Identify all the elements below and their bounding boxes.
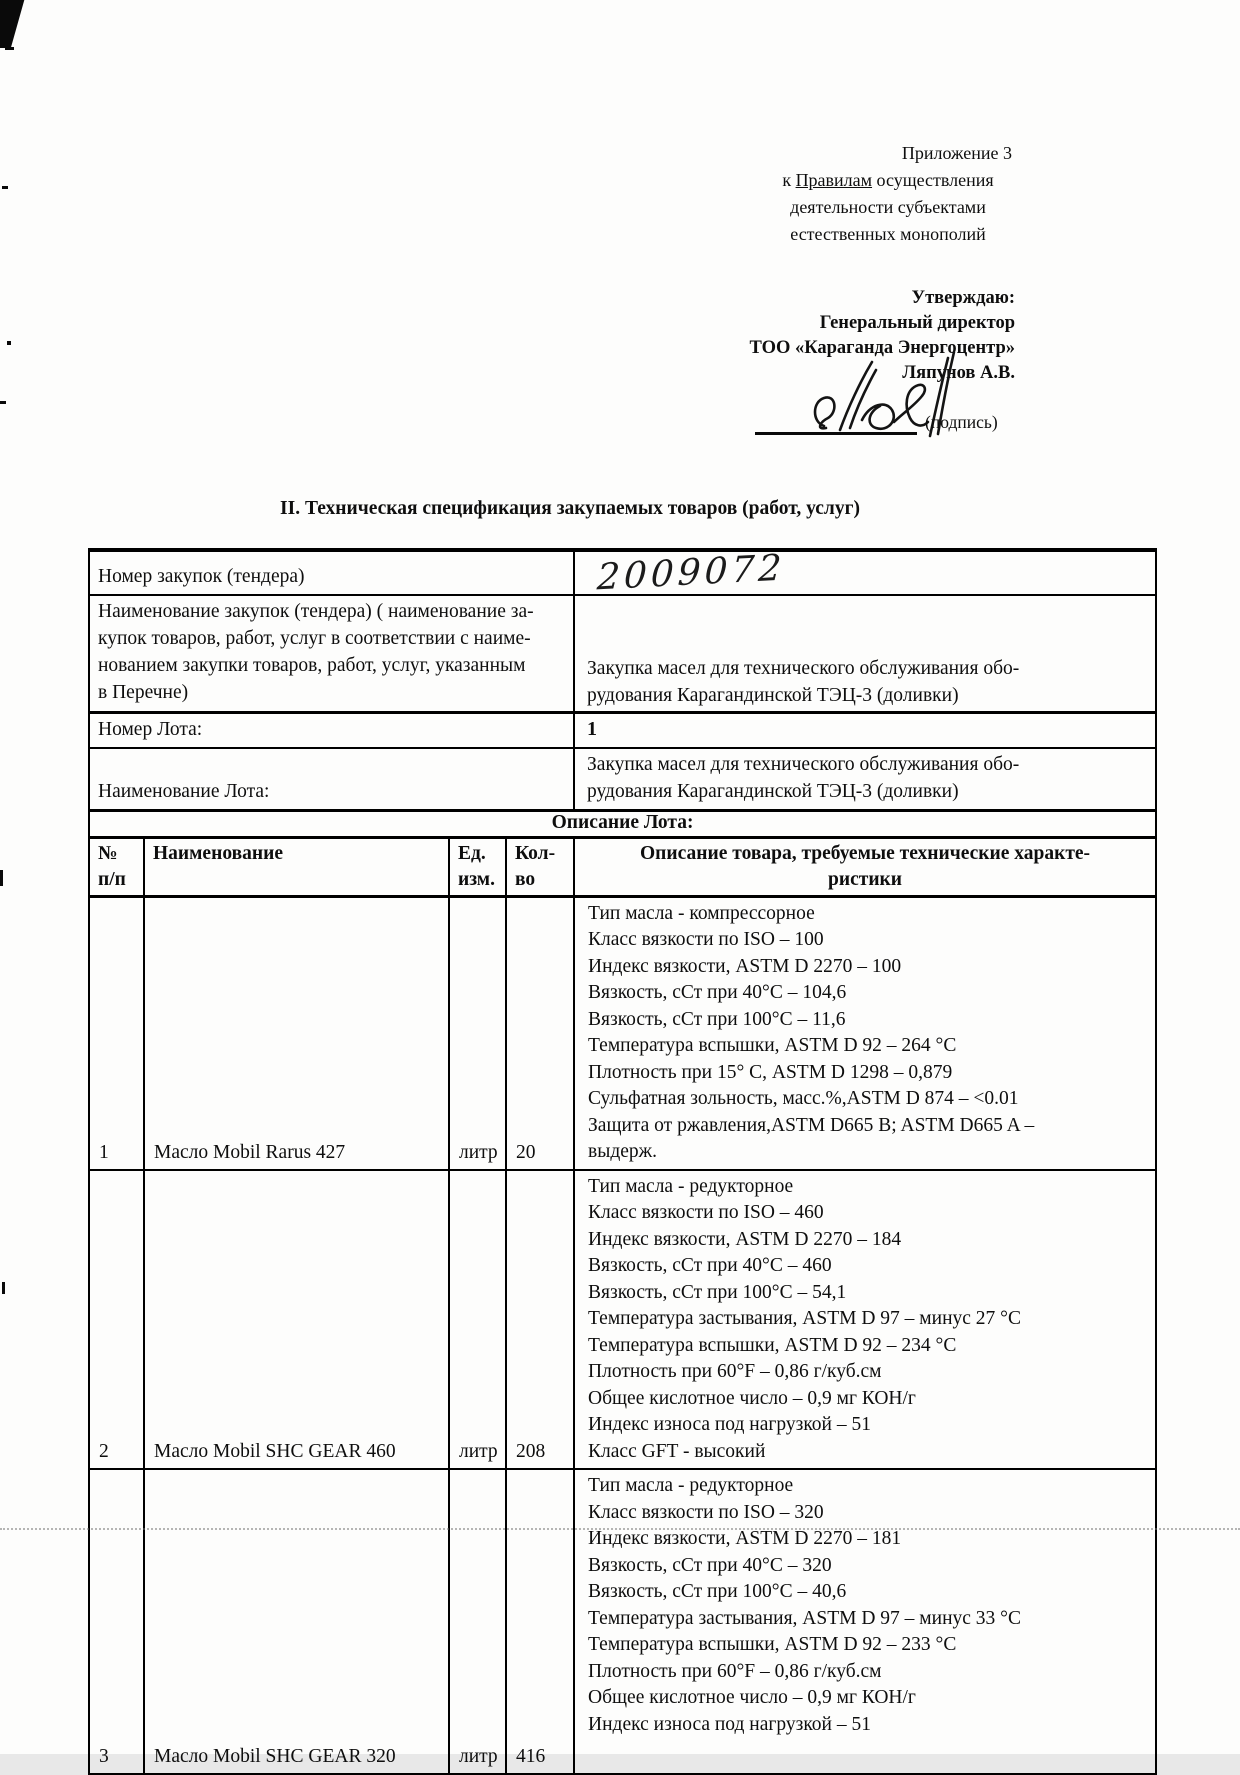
signature-area (750, 350, 1020, 442)
table-row (89, 712, 1156, 748)
item-unit: литр (449, 1469, 506, 1774)
appendix-line: деятельности субъектами (790, 197, 986, 217)
item-qty: 416 (506, 1469, 574, 1774)
item-name: Масло Mobil SHC GEAR 460 (144, 1170, 449, 1470)
appendix-line: естественных монополий (790, 224, 986, 244)
item-qty: 20 (506, 896, 574, 1170)
lot-number-value: 1 (574, 712, 1156, 748)
tender-number-label: Номер закупок (тендера) (89, 550, 574, 595)
scan-artifact (0, 401, 6, 404)
item-name: Масло Mobil SHC GEAR 320 (144, 1469, 449, 1774)
lot-description-header: Описание Лота: (89, 810, 1156, 837)
column-header-row (89, 837, 1156, 896)
signature-caption: (подпись) (925, 412, 998, 432)
appendix-note (760, 140, 1016, 248)
item-row (89, 1170, 1156, 1470)
signature-line (755, 432, 917, 435)
item-unit: литр (449, 1170, 506, 1470)
scan-artifact (0, 870, 3, 886)
item-description: Тип масла - редукторное Класс вязкости по ISO – 460 Индекс вязкости, ASTM D 2270 – 184 Вязкость, сСт при 40°С – 460 Вязкость, сСт при 100°С – 54,1 Температура застывания, ASTM D 97 – минус 27 °С Температура вспышки, ASTM D 92 – 234 °С Плотность при 60°F – 0,86 г/куб.см Общее кислотное число – 0,9 мг КОН/г Индекс износа под нагрузкой – 51 Класс GFT - высокий (574, 1170, 1156, 1470)
column-header-unit: Ед. изм. (449, 837, 506, 896)
item-number: 1 (89, 896, 144, 1170)
item-unit: литр (449, 896, 506, 1170)
item-name: Масло Mobil Rarus 427 (144, 896, 449, 1170)
approver-position: Генеральный директор (819, 313, 1015, 333)
tender-name-value: Закупка масел для технического обслуживания обо- рудования Карагандинской ТЭЦ-3 (доливки) (574, 595, 1156, 712)
lot-name-value: Закупка масел для технического обслуживания обо- рудования Карагандинской ТЭЦ-3 (доливки) (574, 748, 1156, 811)
approver-company: ТОО «Караганда Энергоцентр» (749, 338, 1015, 358)
appendix-line: к Правилам осуществления (782, 170, 994, 190)
column-header-description: Описание товара, требуемые технические характе- ристики (574, 837, 1156, 896)
tender-number-handwritten: 2009072 (596, 546, 787, 598)
item-row (89, 896, 1156, 1170)
table-row (89, 748, 1156, 811)
column-header-qty: Кол- во (506, 837, 574, 896)
appendix-line: Приложение 3 (901, 143, 1012, 163)
column-header-num: № п/п (89, 837, 144, 896)
scan-artifact (7, 341, 11, 345)
scan-artifact (5, 47, 14, 50)
tender-number-cell (574, 546, 1156, 598)
item-description: Тип масла - редукторное Класс вязкости по ISO – 320 Индекс вязкости, ASTM D 2270 – 181 Вязкость, сСт при 40°С – 320 Вязкость, сСт при 100°С – 40,6 Температура застывания, ASTM D 97 – минус 33 °С Температура вспышки, ASTM D 92 – 233 °С Плотность при 60°F – 0,86 г/куб.см Общее кислотное число – 0,9 мг КОН/г Индекс износа под нагрузкой – 51 (574, 1469, 1156, 1774)
specification-table (88, 548, 1157, 1775)
scan-artifact (0, 1528, 1240, 1530)
item-number: 3 (89, 1469, 144, 1774)
table-row (89, 550, 1156, 595)
column-header-name: Наименование (144, 837, 449, 896)
underlined-word: Правилам (795, 170, 873, 190)
page-title: II. Техническая спецификация закупаемых товаров (работ, услуг) (280, 498, 860, 519)
scan-artifact (2, 186, 8, 189)
lot-name-label: Наименование Лота: (89, 748, 574, 811)
approver-name: Ляпунов А.В. (902, 363, 1015, 383)
item-description: Тип масла - компрессорное Класс вязкости по ISO – 100 Индекс вязкости, ASTM D 2270 – 100 Вязкость, сСт при 40°С – 104,6 Вязкость, сСт при 100°С – 11,6 Температура вспышки, ASTM D 92 – 264 °С Плотность при 15° С, ASTM D 1298 – 0,879 Сульфатная зольность, масс.%,ASTM D 874 – <0.01 Защита от ржавления,ASTM D665 B; ASTM D665 A – выдерж. (574, 896, 1156, 1170)
scan-artifact (2, 1282, 5, 1294)
item-number: 2 (89, 1170, 144, 1470)
tender-name-label: Наименование закупок (тендера) ( наименование за- купок товаров, работ, услуг в соответствии с наиме- нованием закупки товаров, работ, услуг, указанным в Перечне) (89, 595, 574, 712)
lot-number-label: Номер Лота: (89, 712, 574, 748)
approval-stamp: Утверждаю: (911, 288, 1015, 308)
table-row (89, 595, 1156, 712)
item-qty: 208 (506, 1170, 574, 1470)
section-header-row (89, 810, 1156, 837)
item-row (89, 1469, 1156, 1774)
scan-artifact (0, 0, 27, 48)
